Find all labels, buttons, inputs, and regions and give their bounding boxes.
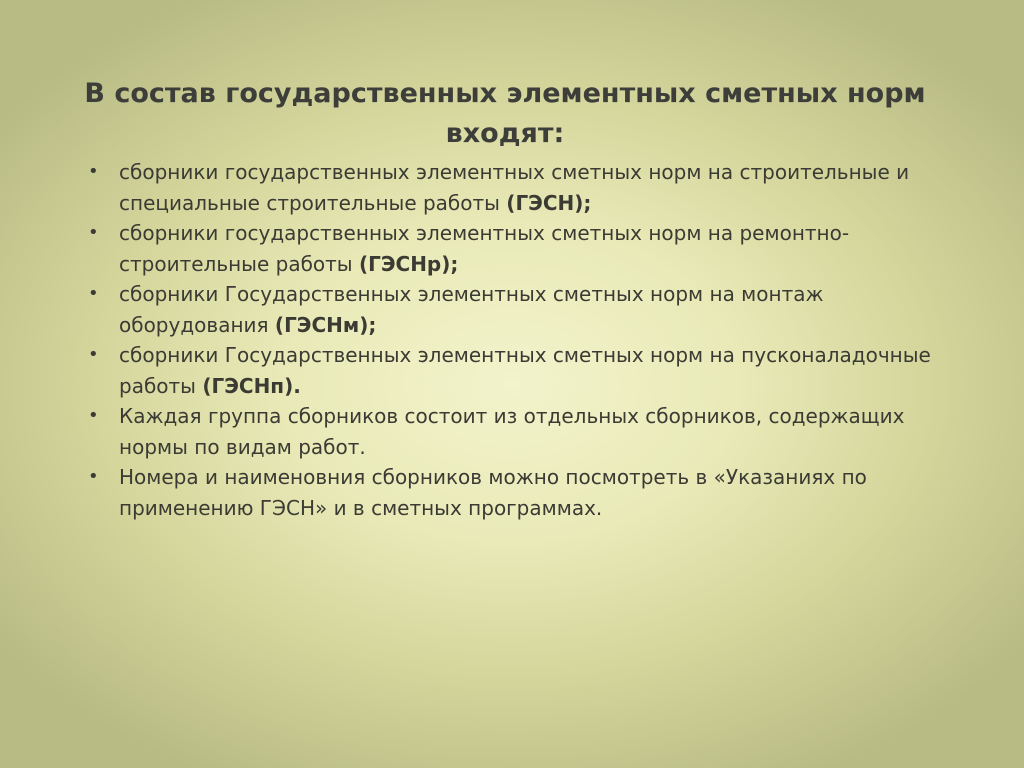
bullet-icon: •	[88, 405, 99, 426]
item-code: (ГЭСН);	[506, 190, 592, 215]
list-item	[88, 218, 968, 279]
item-text: Каждая группа сборников состоит из отдельных сборников, содержащих нормы по видам работ.	[119, 404, 905, 459]
item-code: (ГЭСНм);	[274, 312, 377, 337]
item-code: (ГЭСНп).	[202, 373, 301, 398]
item-text: сборники государственных элементных сметных норм на ремонтно-строительные работы	[119, 221, 850, 276]
list-item	[88, 157, 968, 218]
item-text: Номера и наименовния сборников можно посмотреть в «Указаниях по применению ГЭСН» и в сметных программах.	[119, 465, 867, 520]
bullet-icon: •	[88, 466, 99, 487]
slide-title: В состав государственных элементных сметных норм входят:	[84, 78, 926, 149]
bullet-icon: •	[88, 222, 99, 243]
item-text: сборники Государственных элементных сметных норм на пусконаладочные работы	[119, 343, 931, 398]
item-text: сборники Государственных элементных сметных норм на монтаж оборудования	[119, 282, 824, 337]
list-item	[88, 401, 968, 462]
list-item	[88, 279, 968, 340]
list-item	[88, 462, 968, 523]
bullet-icon: •	[88, 344, 99, 365]
bullet-icon: •	[88, 283, 99, 304]
list-item	[88, 340, 968, 401]
bullet-list	[88, 157, 968, 523]
bullet-icon: •	[88, 161, 99, 182]
item-text: сборники государственных элементных сметных норм на строительные и специальные строительные работы	[119, 160, 910, 215]
item-code: (ГЭСНр);	[358, 251, 459, 276]
